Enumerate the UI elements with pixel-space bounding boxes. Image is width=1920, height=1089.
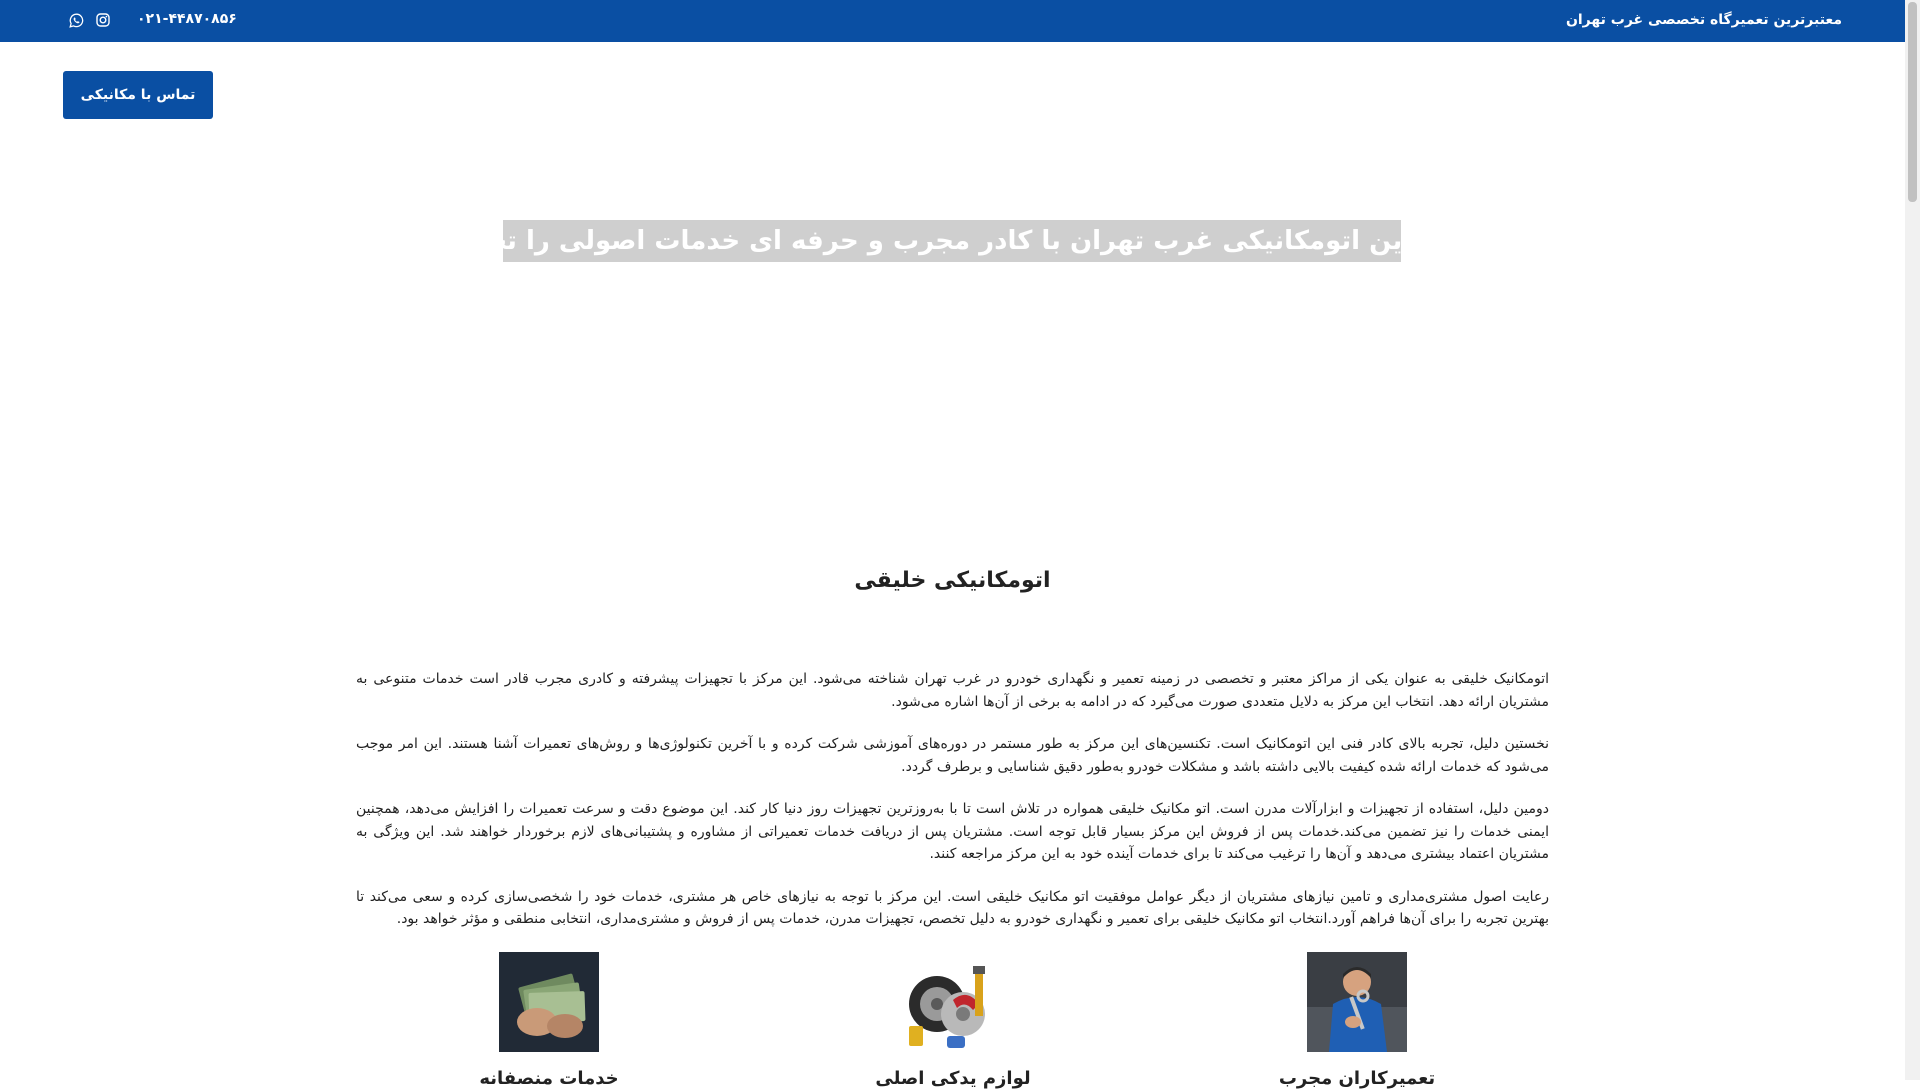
feature-caption: لوازم یدکی اصلی bbox=[875, 1068, 1031, 1089]
feature-experienced-mechanics bbox=[1278, 952, 1436, 1089]
instagram-icon[interactable] bbox=[95, 12, 111, 28]
scrollbar-thumb[interactable] bbox=[1908, 2, 1917, 202]
feature-fair-service bbox=[479, 952, 619, 1089]
money-image bbox=[499, 952, 599, 1052]
about-paragraph: اتومکانیک خلیقی به عنوان یکی از مراکز معتبر و تخصصی در زمینه تعمیر و نگهداری خودرو در غرب تهران شناخته می‌شود. این مرکز با تجهیزات پیشرفته و کادری مجرب قادر است خدمات متنوعی به مشتریان ارائه دهد. انتخاب این مرکز به دلایل متعددی صورت می‌گیرد که در ادامه به برخی از آن‌ها اشاره می‌شود. bbox=[356, 671, 1549, 710]
mechanic-image bbox=[1307, 952, 1407, 1052]
car-parts-image bbox=[903, 952, 1003, 1052]
about-paragraph: نخستین دلیل، تجربه بالای کادر فنی این اتومکانیک است. تکنسین‌های این مرکز به طور مستمر در دوره‌های آموزشی شرکت کرده و با آخرین تکنولوژی‌ها و روش‌های تعمیرات آشنا هستند. این امر موجب می‌شود که خدمات ارائه شده کیفیت بالایی داشته باشد و مشکلات خودرو به‌طور دقیق شناسایی و برطرف گردد. bbox=[356, 736, 1549, 775]
hero-title: بزرگ ترین اتومکانیکی غرب تهران با کادر مجرب و حرفه ای خدمات اصولی را تجربه کن bbox=[503, 220, 1401, 262]
phone-number-link[interactable]: ۰۲۱-۴۴۸۷۰۸۵۶ bbox=[137, 11, 237, 27]
about-content bbox=[356, 668, 1549, 951]
contact-mechanic-button[interactable]: تماس با مکانیکی bbox=[63, 71, 213, 119]
feature-genuine-parts bbox=[875, 952, 1031, 1089]
site-tagline: معتبرترین تعمیرگاه تخصصی غرب تهران bbox=[1565, 12, 1842, 28]
about-paragraph: رعایت اصول مشتری‌مداری و تامین نیازهای مشتریان از دیگر عوامل موفقیت اتو مکانیک خلیقی است. این مرکز با توجه به نیازهای خاص هر مشتری، خدمات خود را شخصی‌سازی کرده و سعی می‌کند تا بهترین تجربه را برای آن‌ها فراهم آورد.انتخاب اتو مکانیک خلیقی برای تعمیر و نگهداری خودرو به دلیل تخصص، تجهیزات مدرن، خدمات پس از فروش و مشتری‌مداری، انتخابی منطقی و مؤثر خواهد بود. bbox=[356, 888, 1549, 927]
top-bar bbox=[0, 0, 1905, 42]
feature-caption: خدمات منصفانه bbox=[479, 1068, 619, 1089]
section-title: اتومکانیکی خلیقی bbox=[854, 568, 1051, 593]
page-scrollbar[interactable] bbox=[1905, 0, 1920, 1080]
about-paragraph: دومین دلیل، استفاده از تجهیزات و ابزارآلات مدرن است. اتو مکانیک خلیقی همواره در تلاش است تا با به‌روزترین تجهیزات روز دنیا کار کند. این موضوع دقت و سرعت تعمیرات را افزایش می‌دهد، همچنین ایمنی خدمات را نیز تضمین می‌کند.خدمات پس از فروش این مرکز بسیار قابل توجه است. مشتریان پس از دریافت خدمات تعمیراتی از مشاوره و پشتیبانی‌های لازم برخوردار خواهند شد. این ویژگی به مشتریان اعتماد بیشتری می‌دهد و آن‌ها را ترغیب می‌کند تا برای خدمات آینده خود به این مرکز مراجعه کنند. bbox=[356, 801, 1549, 862]
feature-caption: تعمیرکاران مجرب bbox=[1278, 1068, 1436, 1089]
whatsapp-icon[interactable] bbox=[68, 12, 84, 28]
